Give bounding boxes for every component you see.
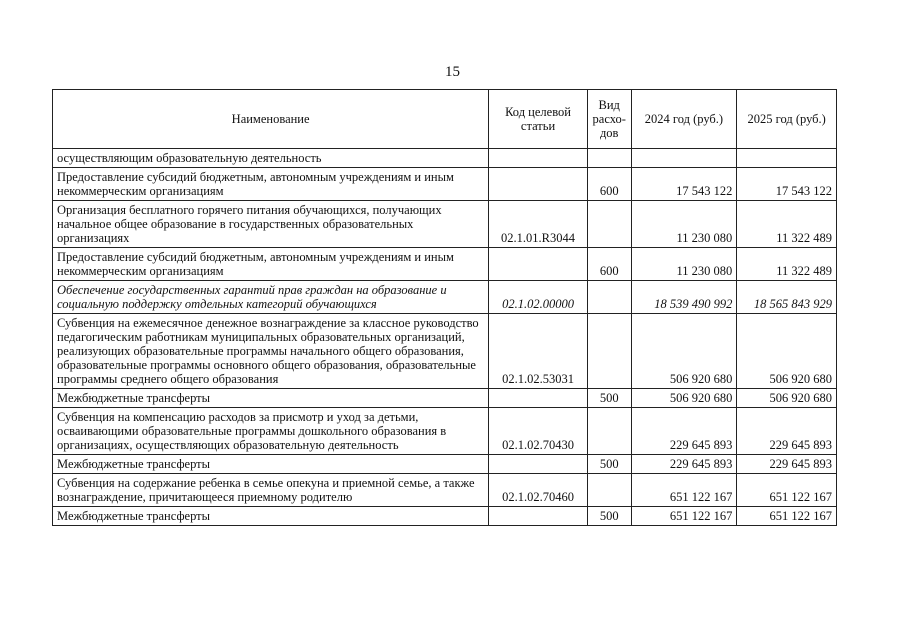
cell-code: 02.1.02.00000 xyxy=(489,281,588,314)
cell-code xyxy=(489,455,588,474)
cell-code xyxy=(489,389,588,408)
cell-name: Субвенция на содержание ребенка в семье опекуна и приемной семье, а также вознаграждение, причитающееся приемному родителю xyxy=(53,474,489,507)
cell-name: Субвенция на компенсацию расходов за присмотр и уход за детьми, осваивающими образовательные программы дошкольного образования в организациях, осуществляющих образовательную деятельность xyxy=(53,408,489,455)
header-kind: Вид расхо-дов xyxy=(587,90,631,149)
cell-name: осуществляющим образовательную деятельность xyxy=(53,149,489,168)
cell-2024: 17 543 122 xyxy=(631,168,737,201)
cell-2025: 651 122 167 xyxy=(737,507,837,526)
cell-kind: 500 xyxy=(587,455,631,474)
table-row xyxy=(53,455,837,474)
cell-code xyxy=(489,507,588,526)
header-code: Код целевой статьи xyxy=(489,90,588,149)
cell-2025: 651 122 167 xyxy=(737,474,837,507)
cell-2024: 651 122 167 xyxy=(631,474,737,507)
cell-code: 02.1.02.70430 xyxy=(489,408,588,455)
cell-code: 02.1.02.70460 xyxy=(489,474,588,507)
cell-kind: 600 xyxy=(587,168,631,201)
cell-name: Межбюджетные трансферты xyxy=(53,507,489,526)
cell-2024: 229 645 893 xyxy=(631,408,737,455)
table-row xyxy=(53,474,837,507)
cell-kind xyxy=(587,474,631,507)
cell-2024: 11 230 080 xyxy=(631,248,737,281)
cell-2025: 11 322 489 xyxy=(737,248,837,281)
cell-2025: 229 645 893 xyxy=(737,455,837,474)
cell-name: Межбюджетные трансферты xyxy=(53,455,489,474)
cell-kind: 500 xyxy=(587,389,631,408)
cell-2025: 11 322 489 xyxy=(737,201,837,248)
table-row xyxy=(53,408,837,455)
cell-2025: 18 565 843 929 xyxy=(737,281,837,314)
header-2024: 2024 год (руб.) xyxy=(631,90,737,149)
table-body xyxy=(53,149,837,526)
cell-2024: 651 122 167 xyxy=(631,507,737,526)
cell-code xyxy=(489,149,588,168)
cell-2025: 506 920 680 xyxy=(737,314,837,389)
cell-code xyxy=(489,248,588,281)
cell-2024: 11 230 080 xyxy=(631,201,737,248)
table-header-row xyxy=(53,90,837,149)
cell-name: Межбюджетные трансферты xyxy=(53,389,489,408)
cell-2025: 17 543 122 xyxy=(737,168,837,201)
cell-name: Предоставление субсидий бюджетным, автономным учреждениям и иным некоммерческим организациям xyxy=(53,248,489,281)
cell-2024: 18 539 490 992 xyxy=(631,281,737,314)
cell-code xyxy=(489,168,588,201)
cell-2024: 229 645 893 xyxy=(631,455,737,474)
cell-name: Субвенция на ежемесячное денежное вознаграждение за классное руководство педагогическим работникам муниципальных образовательных организаций, реализующих образовательные программы начального общего образования, образовательные программы основного общего образования, образовательные программы среднего общего образования xyxy=(53,314,489,389)
budget-table xyxy=(52,89,837,526)
cell-2025 xyxy=(737,149,837,168)
header-name: Наименование xyxy=(53,90,489,149)
cell-kind xyxy=(587,149,631,168)
cell-2025: 229 645 893 xyxy=(737,408,837,455)
table-row xyxy=(53,314,837,389)
cell-kind xyxy=(587,314,631,389)
cell-code: 02.1.02.53031 xyxy=(489,314,588,389)
page-number: 15 xyxy=(445,64,460,80)
cell-kind: 500 xyxy=(587,507,631,526)
cell-name: Обеспечение государственных гарантий прав граждан на образование и социальную поддержку отдельных категорий обучающихся xyxy=(53,281,489,314)
header-2025: 2025 год (руб.) xyxy=(737,90,837,149)
cell-2024 xyxy=(631,149,737,168)
table-row xyxy=(53,149,837,168)
table-row xyxy=(53,389,837,408)
table-row xyxy=(53,248,837,281)
cell-kind xyxy=(587,281,631,314)
table-row xyxy=(53,201,837,248)
cell-2024: 506 920 680 xyxy=(631,389,737,408)
cell-2025: 506 920 680 xyxy=(737,389,837,408)
cell-kind xyxy=(587,408,631,455)
cell-2024: 506 920 680 xyxy=(631,314,737,389)
table-row xyxy=(53,168,837,201)
cell-name: Организация бесплатного горячего питания обучающихся, получающих начальное общее образование в государственных образовательных организациях xyxy=(53,201,489,248)
table-row xyxy=(53,281,837,314)
cell-kind xyxy=(587,201,631,248)
cell-code: 02.1.01.R3044 xyxy=(489,201,588,248)
cell-name: Предоставление субсидий бюджетным, автономным учреждениям и иным некоммерческим организациям xyxy=(53,168,489,201)
table-row xyxy=(53,507,837,526)
cell-kind: 600 xyxy=(587,248,631,281)
